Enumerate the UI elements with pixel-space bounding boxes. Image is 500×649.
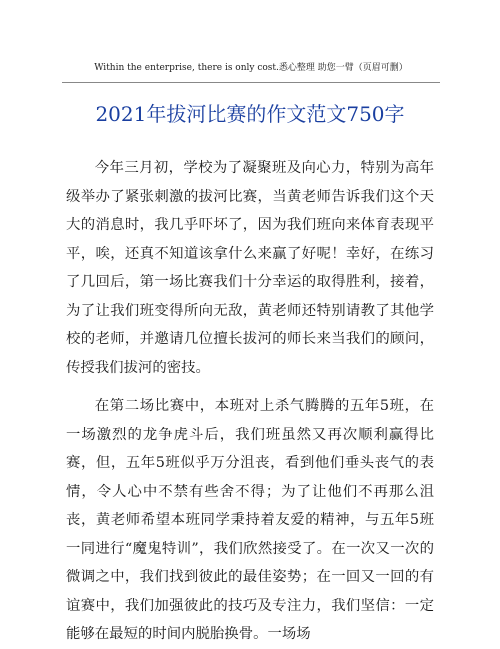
document-body xyxy=(66,154,434,649)
paragraph: 今年三月初，学校为了凝聚班及向心力，特别为高年级举办了紧张刺激的拔河比赛，当黄老师告诉我们这个天大的消息时，我几乎吓坏了，因为我们班向来体育表现平平，唉，还真不知道该拿什么来赢了好呢！幸好，在练习了几回后，第一场比赛我们十分幸运的取得胜利，接着，为了让我们班变得所向无敌，黄老师还特别请教了其他学校的老师，并邀请几位擅长拔河的师长来当我们的顾问，传授我们拔河的密技。 xyxy=(66,160,434,376)
document-title: 2021年拔河比赛的作文范文750字 xyxy=(95,102,405,126)
header-divider xyxy=(62,82,440,83)
paragraph: 在第二场比赛中，本班对上杀气腾腾的五年5班，在一场激烈的龙争虎斗后，我们班虽然又再次顺利赢得比赛，但，五年5班似乎万分沮丧，看到他们垂头丧气的表情，令人心中不禁有些舍不得；为了让他们不再那么沮丧，黄老师希望本班同学秉持着友爱的精神，与五年5班一同进行“魔鬼特训”，我们欣然接受了。在一次又一次的微调之中，我们找到彼此的最佳姿势；在一回又一回的有谊赛中，我们加强彼此的技巧及专注力，我们坚信：一定能够在最短的时间内脱胎换骨。一场场 xyxy=(66,398,434,642)
page-header: Within the enterprise, there is only cost.悉心整理 助您一臂（页眉可删） xyxy=(94,63,408,73)
